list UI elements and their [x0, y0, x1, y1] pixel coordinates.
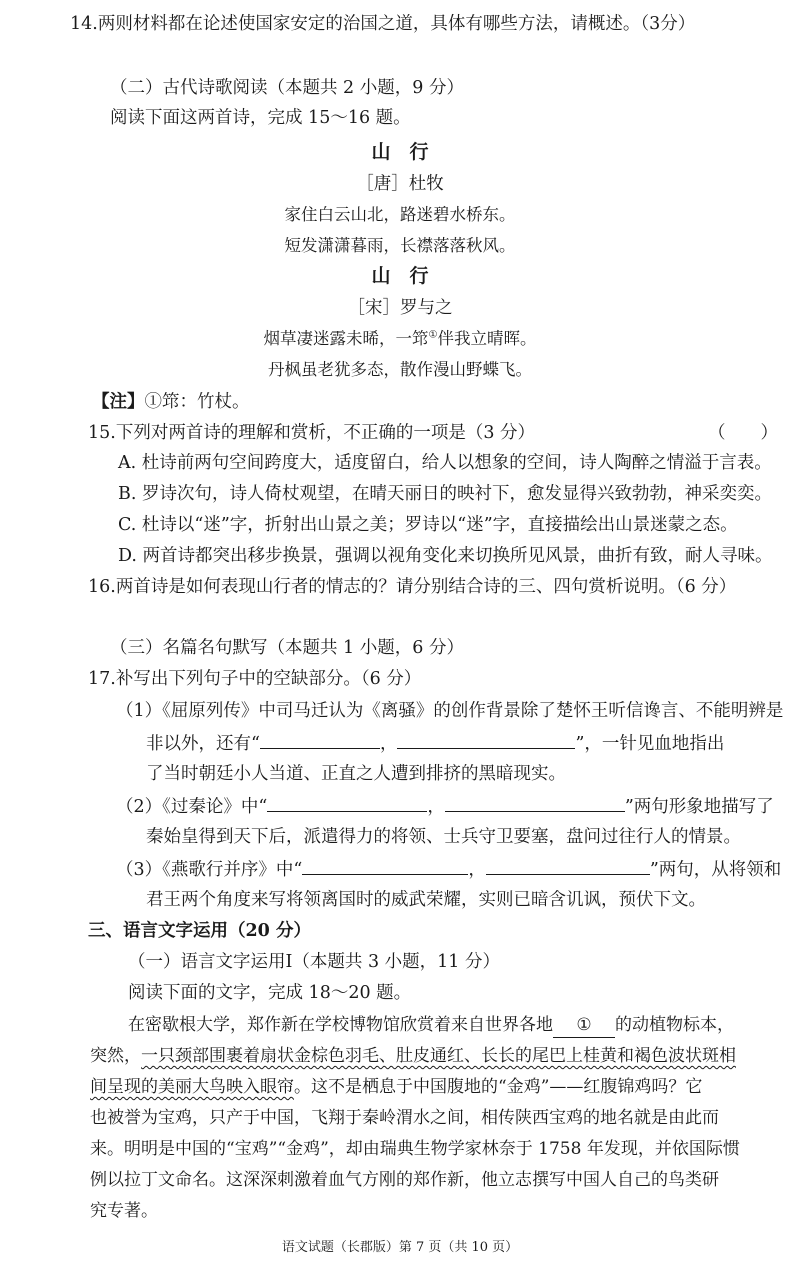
- section-3-title: 三、语言文字运用（20 分）: [88, 921, 311, 941]
- poem1-title: 山 行: [371, 141, 429, 163]
- answer-bracket: （ ）: [708, 423, 778, 443]
- passage-line-1: 在密歇根大学，郑作新在学校博物馆欣赏着来自世界各地 ① 的动植物标本，: [128, 1013, 734, 1038]
- poem1-author: ［唐］杜牧: [356, 174, 444, 194]
- q17-part3-line2: 君王两个角度来写将领离国时的威武荣耀，实则已暗含讥讽，预伏下文。: [146, 890, 706, 910]
- option-b: B. 罗诗次句，诗人倚杖观望，在晴天丽日的映衬下，愈发显得兴致勃勃，神采奕奕。: [118, 484, 772, 504]
- page-footer: 语文试题（长郡版）第 7 页（共 10 页）: [281, 1240, 519, 1255]
- footnote: 【注】①筇：竹杖。: [92, 392, 250, 412]
- fill-blank[interactable]: [260, 731, 380, 749]
- poetry-section-title: （二）古代诗歌阅读（本题共 2 小题，9 分）: [110, 78, 464, 98]
- q17-part2-line2: 秦始皇得到天下后，派遣得力的将领、士兵守卫要塞，盘问过往行人的情景。: [146, 827, 741, 847]
- fill-blank[interactable]: [445, 794, 625, 812]
- fill-blank[interactable]: [302, 857, 468, 875]
- passage-line-6: 例以拉丁文命名。这深深刺激着血气方刚的郑作新，他立志撰写中国人自己的鸟类研: [90, 1170, 719, 1190]
- footnote-marker: ①: [428, 329, 438, 341]
- language-subsection-title: （一）语言文字运用Ⅰ（本题共 3 小题，11 分）: [128, 952, 501, 972]
- option-c: C. 杜诗以“迷”字，折射出山景之美；罗诗以“迷”字，直接描绘出山景迷蒙之态。: [118, 515, 738, 535]
- q17-part1-line2: 非以外，还有“ ， ”，一针见血地指出: [146, 731, 724, 756]
- poem2-line1: 烟草凄迷露未晞，一筇①伴我立晴晖。: [263, 329, 537, 348]
- question-15-stem: 15.下列对两首诗的理解和赏析，不正确的一项是（3 分）: [88, 423, 536, 443]
- dictation-section-title: （三）名篇名句默写（本题共 1 小题，6 分）: [110, 638, 464, 658]
- poem2-line2: 丹枫虽老犹多态，散作漫山野蝶飞。: [268, 360, 532, 379]
- q17-part3-line1: （3）《燕歌行并序》中“ ， ”两句，从将领和: [116, 857, 781, 882]
- q17-part1-line1: （1）《屈原列传》中司马迁认为《离骚》的创作背景除了楚怀王听信谗言、不能明辨是: [116, 701, 784, 721]
- wavy-underlined-text: 一只颈部围裹着扇状金棕色羽毛、肚皮通红、长长的尾巴上桂黄和褐色波状斑相: [141, 1046, 736, 1066]
- fill-blank[interactable]: [397, 731, 575, 749]
- poem2-author: ［宋］罗与之: [347, 298, 453, 318]
- passage-line-3: 间呈现的美丽大鸟映入眼帘。这不是栖息于中国腹地的“金鸡”——红腹锦鸡吗？它: [90, 1077, 703, 1097]
- wavy-underlined-text: 间呈现的美丽大鸟映入眼帘: [90, 1077, 294, 1097]
- option-d: D. 两首诗都突出移步换景，强调以视角变化来切换所见风景，曲折有致，耐人寻味。: [118, 546, 773, 566]
- poem2-title: 山 行: [371, 265, 429, 287]
- question-17-stem: 17.补写出下列句子中的空缺部分。（6 分）: [88, 669, 422, 689]
- poem1-line2: 短发潇潇暮雨，长襟落落秋风。: [284, 236, 516, 255]
- question-16: 16.两首诗是如何表现山行者的情志的？请分别结合诗的三、四句赏析说明。（6 分）: [88, 577, 737, 597]
- passage-line-5: 来。明明是中国的“宝鸡”“金鸡”，却由瑞典生物学家林奈于 1758 年发现，并依国际惯: [90, 1139, 740, 1159]
- fill-blank[interactable]: [267, 794, 427, 812]
- q17-part1-line3: 了当时朝廷小人当道、正直之人遭到排挤的黑暗现实。: [146, 764, 566, 784]
- passage-line-4: 也被誉为宝鸡，只产于中国，飞翔于秦岭渭水之间，相传陕西宝鸡的地名就是由此而: [90, 1108, 719, 1128]
- question-14: 14.两则材料都在论述使国家安定的治国之道，具体有哪些方法，请概述。（3分）: [70, 14, 696, 34]
- passage-line-7: 究专著。: [90, 1201, 158, 1221]
- blank-marker: ①: [553, 1013, 615, 1038]
- poem1-line1: 家住白云山北，路迷碧水桥东。: [284, 205, 516, 224]
- passage-line-2: 突然，一只颈部围裹着扇状金棕色羽毛、肚皮通红、长长的尾巴上桂黄和褐色波状斑相: [90, 1046, 736, 1066]
- option-a: A. 杜诗前两句空间跨度大，适度留白，给人以想象的空间，诗人陶醉之情溢于言表。: [118, 453, 772, 473]
- q17-part2-line1: （2）《过秦论》中“ ， ”两句形象地描写了: [116, 794, 774, 819]
- poetry-instruction: 阅读下面这两首诗，完成 15～16 题。: [110, 108, 411, 128]
- language-instruction: 阅读下面的文字，完成 18～20 题。: [128, 983, 412, 1003]
- fill-blank[interactable]: [486, 857, 650, 875]
